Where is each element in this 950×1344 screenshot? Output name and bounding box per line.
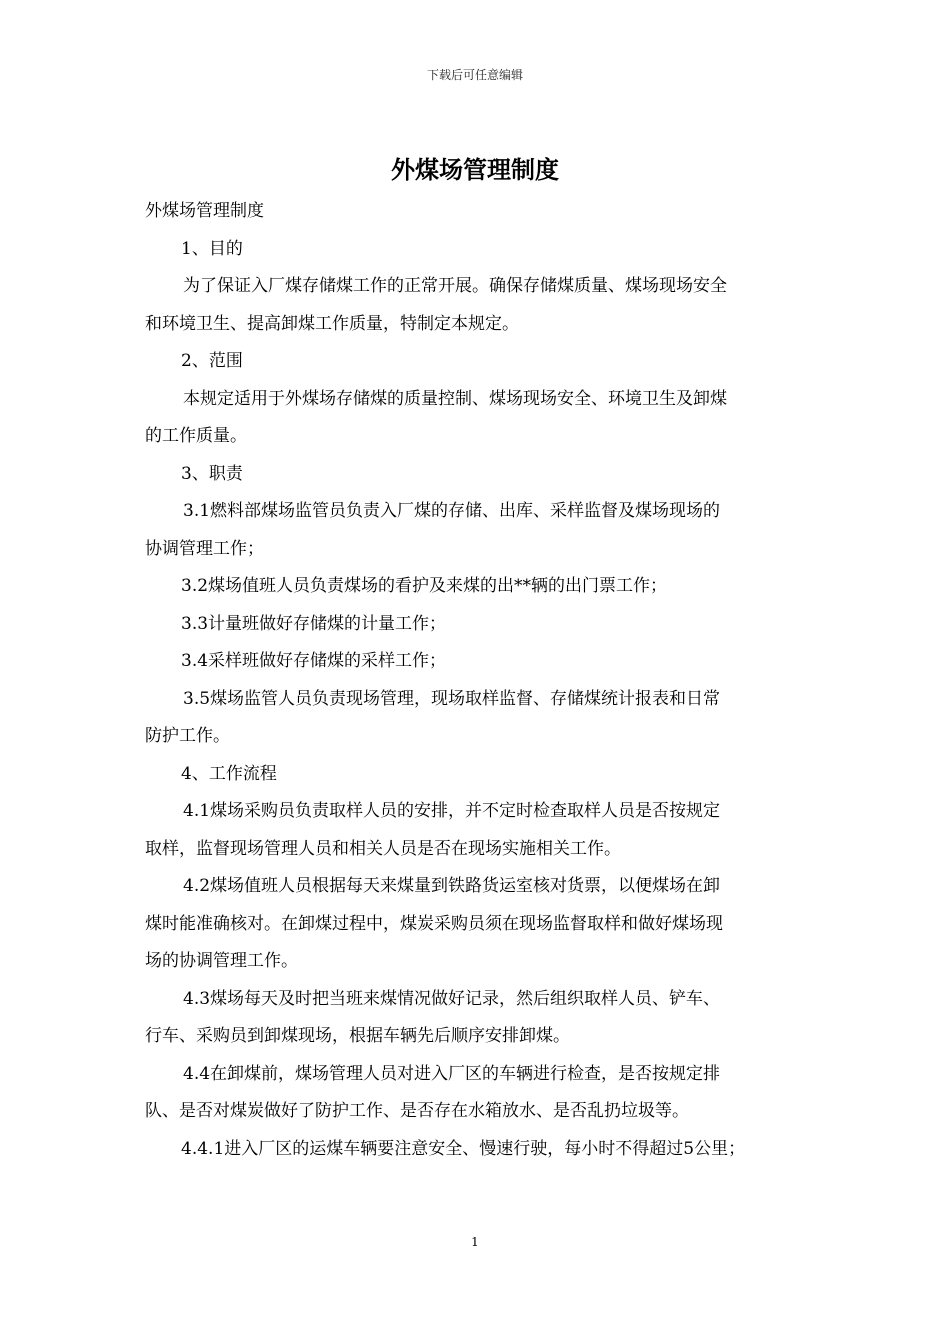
paragraph-line: 3.2煤场值班人员负责煤场的看护及来煤的出**辆的出门票工作；: [181, 576, 668, 596]
paragraph-line: 防护工作。: [145, 726, 230, 746]
paragraph-line: 本规定适用于外煤场存储煤的质量控制、煤场现场安全、环境卫生及卸煤: [183, 388, 727, 409]
paragraph-line: 为了保证入厂煤存储煤工作的正常开展。确保存储煤质量、煤场现场安全: [183, 276, 727, 296]
document-title: 外煤场管理制度: [391, 156, 559, 184]
section-heading: 3、职责: [181, 463, 243, 484]
page-number: 1: [471, 1235, 479, 1249]
paragraph-line: 3.3计量班做好存储煤的计量工作；: [181, 613, 447, 634]
header-note: 下载后可任意编辑: [426, 68, 523, 82]
paragraph-line: 4.3煤场每天及时把当班来煤情况做好记录，然后组织取样人员、铲车、: [183, 988, 721, 1009]
section-heading: 1、目的: [181, 238, 243, 259]
paragraph-line: 队、是否对煤炭做好了防护工作、是否存在水箱放水、是否乱扔垃圾等。: [145, 1101, 689, 1121]
paragraph-line: 场的协调管理工作。: [145, 951, 298, 971]
paragraph-line: 4.2煤场值班人员根据每天来煤量到铁路货运室核对货票，以便煤场在卸: [183, 876, 721, 896]
paragraph-line: 3.5煤场监管人员负责现场管理，现场取样监督、存储煤统计报表和日常: [183, 688, 721, 709]
paragraph-line: 外煤场管理制度: [145, 201, 264, 221]
section-heading: 2、范围: [181, 351, 243, 371]
paragraph-line: 煤时能准确核对。在卸煤过程中，煤炭采购员须在现场监督取样和做好煤场现: [145, 913, 723, 934]
paragraph-line: 行车、采购员到卸煤现场，根据车辆先后顺序安排卸煤。: [145, 1026, 570, 1046]
paragraph-line: 3.4采样班做好存储煤的采样工作；: [181, 651, 447, 671]
paragraph-line: 4.1煤场采购员负责取样人员的安排，并不定时检查取样人员是否按规定: [183, 801, 721, 821]
section-heading: 4、工作流程: [181, 763, 277, 784]
paragraph-line: 3.1燃料部煤场监管员负责入厂煤的存储、出库、采样监督及煤场现场的: [183, 501, 721, 521]
paragraph-line: 4.4在卸煤前，煤场管理人员对进入厂区的车辆进行检查，是否按规定排: [183, 1063, 721, 1084]
paragraph-line: 协调管理工作；: [145, 538, 264, 559]
paragraph-line: 取样，监督现场管理人员和相关人员是否在现场实施相关工作。: [145, 838, 621, 859]
paragraph-line: 4.4.1进入厂区的运煤车辆要注意安全、慢速行驶，每小时不得超过5公里；: [181, 1138, 746, 1159]
paragraph-line: 的工作质量。: [145, 426, 247, 446]
document-body: [145, 193, 810, 1168]
paragraph-line: 和环境卫生、提高卸煤工作质量，特制定本规定。: [145, 313, 519, 334]
